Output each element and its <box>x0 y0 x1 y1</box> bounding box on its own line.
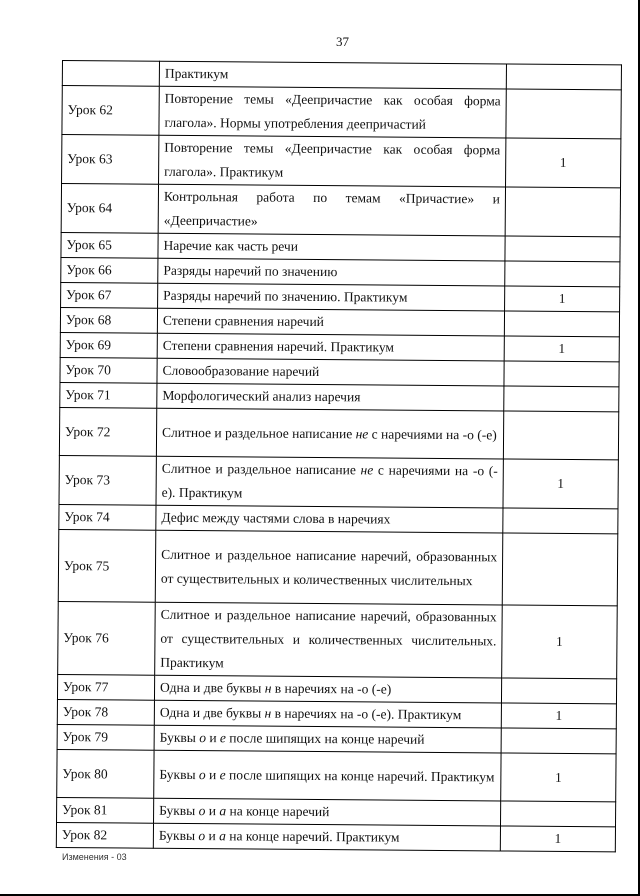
lesson-cell: Урок 76 <box>58 601 156 675</box>
topic-cell: Степени сравнения наречий <box>157 308 504 336</box>
lesson-cell: Урок 77 <box>57 674 154 700</box>
topic-cell: Разряды наречий по значению <box>158 258 505 286</box>
table-row <box>62 135 621 188</box>
topic-cell: Слитное и раздельное написание не с наречиями на -о (-е). Практикум <box>156 456 503 508</box>
lesson-cell: Урок 80 <box>57 749 154 798</box>
lesson-cell: Урок 78 <box>57 699 154 725</box>
hours-cell: 1 <box>500 826 615 852</box>
lesson-cell: Урок 73 <box>59 455 156 505</box>
topic-cell: Дефис между частями слова в наречиях <box>156 505 503 533</box>
topic-cell: Степени сравнения наречий. Практикум <box>157 333 504 361</box>
hours-cell <box>503 508 618 534</box>
lesson-cell: Урок 69 <box>60 332 157 358</box>
lesson-cell: Урок 64 <box>61 184 158 234</box>
hours-cell <box>504 311 619 337</box>
lesson-plan-table <box>56 60 622 852</box>
table-row <box>58 601 618 678</box>
topic-cell: Одна и две буквы н в наречиях на -о (-е) <box>154 675 501 703</box>
topic-cell: Повторение темы «Деепричастие как особая форма глагола». Нормы употребления деепричастий <box>159 86 506 138</box>
table-row <box>61 184 620 237</box>
hours-cell <box>503 411 618 460</box>
lesson-cell: Урок 70 <box>60 357 157 383</box>
topic-cell: Повторение темы «Деепричастие как особая форма глагола». Практикум <box>159 135 506 187</box>
topic-cell: Контрольная работа по темам «Причастие» и «Деепричастие» <box>158 184 505 236</box>
lesson-cell: Урок 81 <box>57 797 154 823</box>
lesson-cell: Урок 63 <box>62 135 159 185</box>
topic-cell: Буквы о и е после шипящих на конце наречий <box>154 725 501 753</box>
hours-cell: 1 <box>502 605 618 679</box>
hours-cell <box>506 89 621 139</box>
lesson-cell: Урок 65 <box>61 232 158 258</box>
hours-cell <box>501 678 616 704</box>
footer-revision-note: Изменения - 03 <box>62 852 127 862</box>
topic-cell: Буквы о и а на конце наречий. Практикум <box>153 823 500 851</box>
hours-cell <box>502 533 618 606</box>
hours-cell: 1 <box>505 286 620 312</box>
lesson-cell: Урок 72 <box>59 407 156 456</box>
table-row <box>58 529 618 605</box>
hours-cell <box>505 261 620 287</box>
lesson-cell: Урок 66 <box>61 257 158 283</box>
lesson-cell: Урок 79 <box>57 724 154 750</box>
lesson-cell <box>62 61 159 87</box>
table-row <box>59 455 618 508</box>
lesson-cell: Урок 82 <box>56 822 153 848</box>
topic-cell: Слитное и раздельное написание наречий, образованных от существительных и количественных числительных. Практикум <box>155 602 503 678</box>
lesson-cell: Урок 68 <box>60 307 157 333</box>
lesson-cell: Урок 67 <box>61 282 158 308</box>
hours-cell <box>506 64 621 90</box>
hours-cell: 1 <box>504 336 619 362</box>
topic-cell: Буквы о и е после шипящих на конце наречий. Практикум <box>154 750 501 801</box>
topic-cell: Практикум <box>159 61 506 89</box>
hours-cell <box>505 187 620 237</box>
hours-cell: 1 <box>506 138 621 188</box>
hours-cell: 1 <box>501 753 616 802</box>
hours-cell <box>500 801 615 827</box>
topic-cell: Одна и две буквы н в наречиях на -о (-е). Практикум <box>154 700 501 728</box>
topic-cell: Буквы о и а на конце наречий <box>154 798 501 826</box>
hours-cell <box>505 236 620 262</box>
hours-cell: 1 <box>503 459 618 509</box>
topic-cell: Слитное и раздельное написание не с наречиями на -о (-е) <box>156 408 503 459</box>
hours-cell <box>504 386 619 412</box>
topic-cell: Словообразование наречий <box>157 358 504 386</box>
topic-cell: Слитное и раздельное написание наречий, образованных от существительных и количественных числительных <box>155 530 503 605</box>
hours-cell <box>504 361 619 387</box>
hours-cell <box>501 728 616 754</box>
lesson-cell: Урок 71 <box>60 382 157 408</box>
lesson-cell: Урок 62 <box>62 86 159 136</box>
lesson-cell: Урок 75 <box>58 529 156 602</box>
lesson-cell: Урок 74 <box>59 504 156 530</box>
table-row <box>56 822 615 851</box>
page-number: 37 <box>336 34 349 49</box>
table-row <box>59 407 618 459</box>
topic-cell: Морфологический анализ наречия <box>157 383 504 411</box>
table-row <box>57 749 616 801</box>
topic-cell: Наречие как часть речи <box>158 233 505 261</box>
topic-cell: Разряды наречий по значению. Практикум <box>158 283 505 311</box>
hours-cell: 1 <box>501 703 616 729</box>
table-row <box>62 86 621 139</box>
